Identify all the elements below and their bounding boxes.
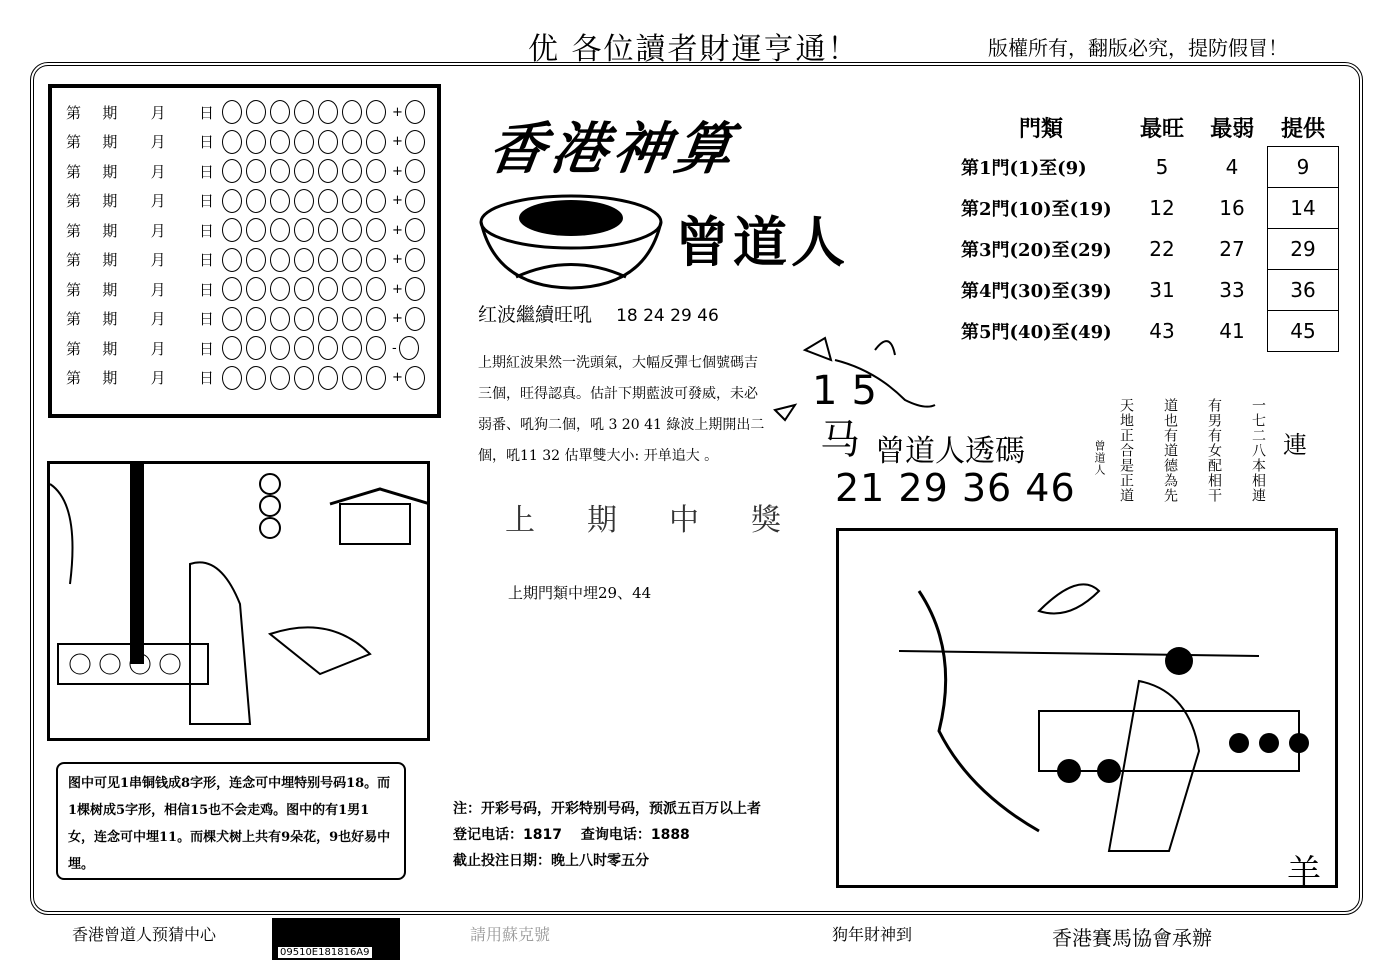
number-circle bbox=[366, 100, 386, 124]
number-circle bbox=[270, 366, 290, 390]
number-circle bbox=[222, 159, 242, 183]
grid-day-label: 日 bbox=[198, 103, 214, 122]
number-circle bbox=[222, 336, 242, 360]
grid-operator: + bbox=[392, 222, 403, 238]
number-circle bbox=[246, 307, 266, 331]
gate-offer: 29 bbox=[1268, 229, 1339, 270]
poem-column: 一七二八本相連 bbox=[1250, 398, 1266, 503]
red-wave-label: 红波繼續旺吼 bbox=[478, 304, 593, 326]
special-circle bbox=[405, 248, 425, 272]
special-circle bbox=[405, 366, 425, 390]
number-circle bbox=[270, 277, 290, 301]
forecast-paragraph: 上期紅波果然一洗頭氣，大幅反彈七個號碼吉三個，旺得認真。估計下期藍波可發威，未必弱番、吼狗二個，吼 3 20 41 綠波上期開出二個，吼11 32 估單雙大小: 开单追大 。 bbox=[478, 355, 765, 464]
gate-row bbox=[955, 147, 1339, 188]
gate-hot: 43 bbox=[1149, 319, 1175, 343]
number-circle bbox=[342, 218, 362, 242]
grid-month-label: 月 bbox=[150, 162, 166, 181]
note-line: 截止投注日期：晚上八时零五分 bbox=[453, 853, 649, 869]
gate-cold: 33 bbox=[1219, 278, 1245, 302]
poem-column: 天地正合是正道 bbox=[1118, 398, 1134, 503]
number-circle bbox=[294, 218, 314, 242]
grid-month-label: 月 bbox=[150, 133, 166, 151]
number-circle bbox=[318, 366, 338, 390]
reveal-label: 曾道人透碼 bbox=[875, 434, 1025, 469]
number-circle bbox=[294, 307, 314, 331]
hot-header: 最旺 bbox=[1139, 115, 1184, 142]
number-circle bbox=[246, 100, 266, 124]
grid-period-label: 期 bbox=[102, 310, 118, 328]
hint-box: 图中可见1串铜钱成8字形，连念可中埋特别号码18。而1棵树成5字形，相信15也不会走鸡。图中的有1男1女，连念可中埋11。而棵犬树上共有9朵花，9也好易中埋。 bbox=[56, 762, 406, 880]
grid-qi-label: 第 bbox=[66, 280, 82, 299]
number-circle bbox=[366, 336, 386, 360]
grid-qi-label: 第 bbox=[66, 192, 82, 210]
number-circle bbox=[270, 248, 290, 272]
number-circle bbox=[246, 189, 266, 213]
grid-row bbox=[66, 334, 423, 362]
grid-row-label bbox=[66, 161, 222, 182]
number-circle bbox=[342, 130, 362, 154]
number-circle bbox=[294, 366, 314, 390]
grid-day-label: 日 bbox=[198, 280, 214, 299]
number-circle bbox=[246, 336, 266, 360]
footer-right: 香港賽馬協會承辦 bbox=[1052, 926, 1212, 950]
number-circle bbox=[222, 189, 242, 213]
grid-qi-label: 第 bbox=[66, 221, 82, 240]
page-title: 香港神算 bbox=[484, 116, 743, 182]
grid-operator: + bbox=[392, 370, 403, 385]
gate-row bbox=[955, 229, 1339, 270]
grid-row bbox=[66, 305, 429, 333]
last-win-heading: 上期中獎 bbox=[505, 503, 833, 538]
special-circle bbox=[405, 159, 425, 183]
grid-row bbox=[66, 246, 429, 274]
number-circle bbox=[294, 248, 314, 272]
grid-period-label: 期 bbox=[102, 162, 118, 181]
gold-ingot-icon bbox=[476, 192, 666, 292]
number-circle bbox=[294, 100, 314, 124]
grid-row bbox=[66, 364, 429, 392]
scene-illustration-left bbox=[47, 461, 430, 741]
last-gate-note: 上期門類中埋29、44 bbox=[508, 584, 652, 602]
grid-period-label: 期 bbox=[102, 221, 118, 240]
number-circle bbox=[294, 189, 314, 213]
gate-cold: 27 bbox=[1219, 237, 1245, 261]
grid-month-label: 月 bbox=[150, 280, 166, 299]
betting-notes bbox=[453, 796, 761, 874]
number-circle bbox=[270, 307, 290, 331]
number-circle bbox=[318, 100, 338, 124]
number-circle bbox=[222, 130, 242, 154]
grid-qi-label: 第 bbox=[66, 133, 82, 151]
grid-operator: + bbox=[392, 311, 403, 326]
number-circle bbox=[366, 218, 386, 242]
number-circle bbox=[246, 159, 266, 183]
number-circle bbox=[270, 218, 290, 242]
poem-column: 道也有道德為先 bbox=[1162, 398, 1178, 503]
number-circle bbox=[318, 277, 338, 301]
number-circle bbox=[246, 366, 266, 390]
grid-operator: - bbox=[392, 340, 397, 356]
barcode-text: 09510E181816A9 bbox=[280, 947, 370, 958]
gate-table bbox=[955, 108, 1339, 352]
gate-cold: 16 bbox=[1219, 196, 1245, 220]
scene-illustration-right bbox=[836, 528, 1338, 888]
number-circle bbox=[318, 218, 338, 242]
special-circle bbox=[405, 130, 425, 154]
grid-row bbox=[66, 157, 429, 185]
number-circle bbox=[342, 366, 362, 390]
gate-hot: 5 bbox=[1155, 155, 1169, 179]
grid-row-label bbox=[66, 308, 222, 329]
grid-day-label: 日 bbox=[198, 192, 214, 210]
number-circle bbox=[366, 277, 386, 301]
grid-operator: + bbox=[392, 163, 403, 179]
gate-cold: 4 bbox=[1225, 155, 1239, 179]
grid-qi-label: 第 bbox=[66, 339, 82, 358]
number-circle bbox=[366, 366, 386, 390]
grid-month-label: 月 bbox=[150, 192, 166, 210]
grid-qi-label: 第 bbox=[66, 310, 82, 328]
grid-period-label: 期 bbox=[102, 133, 118, 151]
gate-offer: 45 bbox=[1268, 311, 1339, 352]
header-greeting: 优 各位讀者財運亨通！ bbox=[528, 32, 860, 67]
results-grid bbox=[48, 84, 441, 418]
gate-hot: 31 bbox=[1149, 278, 1175, 302]
number-circle bbox=[246, 277, 266, 301]
grid-row-label bbox=[66, 131, 222, 152]
red-wave-line bbox=[478, 300, 719, 327]
grid-qi-label: 第 bbox=[66, 103, 82, 122]
number-circle bbox=[294, 336, 314, 360]
grid-operator: + bbox=[392, 134, 403, 149]
number-circle bbox=[270, 189, 290, 213]
copyright-notice: 版權所有，翻版必究，提防假冒！ bbox=[988, 36, 1288, 60]
number-circle bbox=[222, 277, 242, 301]
grid-row bbox=[66, 275, 429, 303]
number-circle bbox=[342, 336, 362, 360]
grid-operator: + bbox=[392, 281, 403, 297]
number-circle bbox=[366, 189, 386, 213]
poem-side-char: 連 bbox=[1283, 431, 1307, 459]
poem-signature: 曾道人 bbox=[1093, 440, 1106, 476]
grid-qi-label: 第 bbox=[66, 369, 82, 387]
grid-row bbox=[66, 128, 429, 156]
grid-day-label: 日 bbox=[198, 221, 214, 240]
number-circle bbox=[318, 307, 338, 331]
gate-offer: 36 bbox=[1268, 270, 1339, 311]
gate-range: 第2門(10)至(19) bbox=[961, 199, 1112, 220]
number-circle bbox=[342, 100, 362, 124]
poem-column: 有男有女配相干 bbox=[1206, 398, 1222, 503]
grid-row bbox=[66, 98, 429, 126]
number-circle bbox=[270, 130, 290, 154]
grid-period-label: 期 bbox=[102, 251, 118, 269]
grid-row bbox=[66, 216, 429, 244]
grid-row-label bbox=[66, 190, 222, 211]
special-circle bbox=[405, 218, 425, 242]
cold-header: 最弱 bbox=[1210, 115, 1255, 142]
grid-day-label: 日 bbox=[198, 133, 214, 151]
offer-header: 提供 bbox=[1280, 115, 1325, 142]
footer-mid-1: 請用蘇克號 bbox=[470, 925, 551, 944]
grid-row-label bbox=[66, 102, 222, 123]
footer-left: 香港曾道人预猜中心 bbox=[72, 925, 217, 944]
gate-hot: 22 bbox=[1149, 237, 1175, 261]
number-circle bbox=[342, 189, 362, 213]
number-circle bbox=[270, 100, 290, 124]
special-number: 15 bbox=[812, 368, 891, 414]
special-circle bbox=[399, 336, 419, 360]
grid-row-label bbox=[66, 249, 222, 270]
grid-row-label bbox=[66, 220, 222, 241]
number-circle bbox=[270, 336, 290, 360]
barcode-block bbox=[272, 918, 400, 960]
note-line: 登记电话：1817 查询电话：1888 bbox=[453, 827, 690, 843]
gate-offer: 9 bbox=[1268, 147, 1339, 188]
number-circle bbox=[246, 130, 266, 154]
grid-month-label: 月 bbox=[150, 103, 166, 122]
grid-qi-label: 第 bbox=[66, 162, 82, 181]
gate-range: 第4門(30)至(39) bbox=[961, 281, 1112, 302]
gate-table-header bbox=[955, 108, 1339, 147]
pavilion-scene-icon bbox=[50, 464, 427, 738]
number-circle bbox=[318, 189, 338, 213]
grid-month-label: 月 bbox=[150, 251, 166, 269]
grid-period-label: 期 bbox=[102, 339, 118, 358]
number-circle bbox=[222, 307, 242, 331]
number-circle bbox=[222, 100, 242, 124]
gate-header: 門類 bbox=[1018, 115, 1063, 142]
grid-operator: + bbox=[392, 252, 403, 267]
number-circle bbox=[318, 248, 338, 272]
number-circle bbox=[366, 159, 386, 183]
special-circle bbox=[405, 307, 425, 331]
number-circle bbox=[222, 248, 242, 272]
number-circle bbox=[294, 159, 314, 183]
red-wave-numbers: 18 24 29 46 bbox=[616, 306, 719, 326]
number-circle bbox=[366, 248, 386, 272]
grid-operator: + bbox=[392, 193, 403, 208]
number-circle bbox=[246, 248, 266, 272]
gate-cold: 41 bbox=[1219, 319, 1245, 343]
number-circle bbox=[342, 248, 362, 272]
gate-range: 第3門(20)至(29) bbox=[961, 240, 1112, 261]
number-circle bbox=[342, 159, 362, 183]
number-circle bbox=[270, 159, 290, 183]
subtitle-author: 曾道人 bbox=[675, 210, 849, 274]
gate-row bbox=[955, 311, 1339, 352]
special-circle bbox=[405, 277, 425, 301]
grid-period-label: 期 bbox=[102, 280, 118, 299]
grid-month-label: 月 bbox=[150, 369, 166, 387]
number-circle bbox=[222, 366, 242, 390]
number-circle bbox=[366, 307, 386, 331]
number-circle bbox=[342, 307, 362, 331]
number-circle bbox=[246, 218, 266, 242]
grid-row-label bbox=[66, 279, 222, 300]
grid-month-label: 月 bbox=[150, 310, 166, 328]
grid-day-label: 日 bbox=[198, 339, 214, 358]
special-circle bbox=[405, 100, 425, 124]
grid-month-label: 月 bbox=[150, 221, 166, 240]
number-circle bbox=[294, 277, 314, 301]
special-zodiac: 马 bbox=[820, 417, 860, 463]
number-circle bbox=[318, 130, 338, 154]
gate-hot: 12 bbox=[1149, 196, 1175, 220]
grid-month-label: 月 bbox=[150, 339, 166, 358]
gate-row bbox=[955, 270, 1339, 311]
grid-period-label: 期 bbox=[102, 103, 118, 122]
footer-mid-2: 狗年財神到 bbox=[832, 925, 913, 944]
number-circle bbox=[318, 336, 338, 360]
special-circle bbox=[405, 189, 425, 213]
note-line: 注：开彩号码，开彩特别号码，预派五百万以上者 bbox=[453, 801, 761, 817]
grid-row-label bbox=[66, 367, 222, 388]
number-circle bbox=[318, 159, 338, 183]
grid-period-label: 期 bbox=[102, 192, 118, 210]
number-circle bbox=[342, 277, 362, 301]
gate-range: 第5門(40)至(49) bbox=[961, 322, 1112, 343]
number-circle bbox=[366, 130, 386, 154]
grid-day-label: 日 bbox=[198, 369, 214, 387]
grid-qi-label: 第 bbox=[66, 251, 82, 269]
number-circle bbox=[294, 130, 314, 154]
lady-with-crane-icon bbox=[839, 531, 1335, 885]
gate-row bbox=[955, 188, 1339, 229]
number-circle bbox=[222, 218, 242, 242]
picked-numbers: 21 29 36 46 bbox=[835, 466, 1076, 510]
picture-zodiac: 羊 bbox=[1287, 853, 1321, 893]
grid-row-label bbox=[66, 338, 222, 359]
grid-period-label: 期 bbox=[102, 369, 118, 387]
grid-row bbox=[66, 187, 429, 215]
gate-offer: 14 bbox=[1268, 188, 1339, 229]
grid-day-label: 日 bbox=[198, 251, 214, 269]
grid-operator: + bbox=[392, 104, 403, 120]
grid-day-label: 日 bbox=[198, 162, 214, 181]
gate-range: 第1門(1)至(9) bbox=[961, 158, 1087, 179]
grid-day-label: 日 bbox=[198, 310, 214, 328]
